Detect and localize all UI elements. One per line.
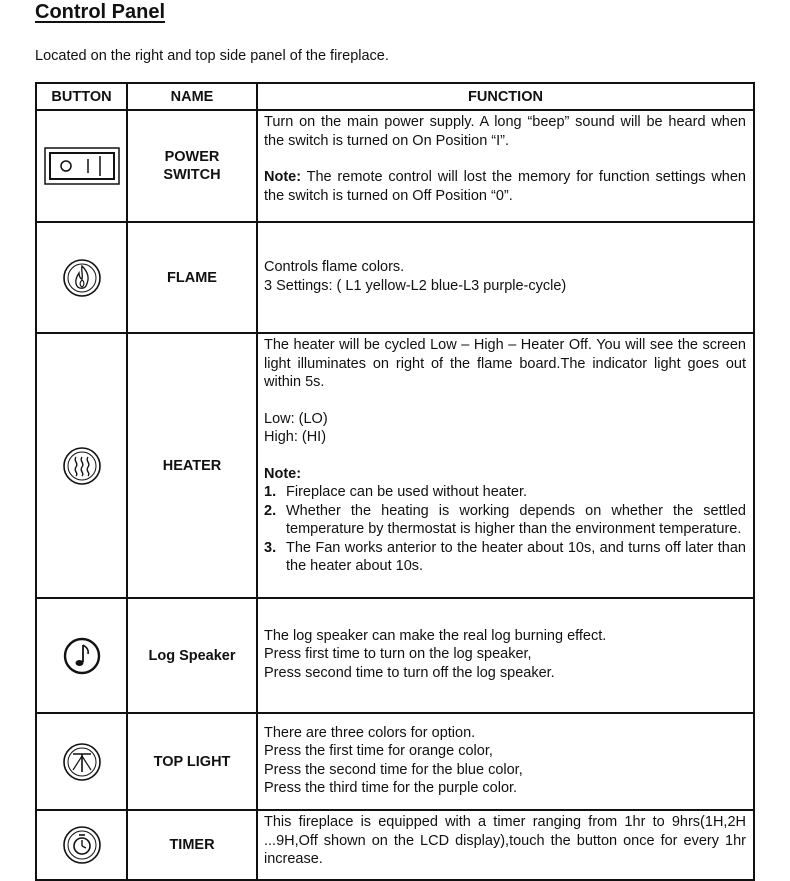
log-speaker-line3: Press second time to turn off the log speaker. — [264, 664, 555, 681]
heat-waves-icon — [62, 457, 102, 474]
power-switch-description: Turn on the main power supply. A long “beep” sound will be heard when the switch is turned on On Position “I”. — [264, 114, 746, 149]
list-text: The Fan works anterior to the heater about 10s, and turns off later than the heater about 10s. — [286, 539, 746, 574]
flame-line2: 3 Settings: ( L1 yellow-L2 blue-L3 purple-cycle) — [264, 277, 567, 294]
timer-icon — [62, 836, 102, 853]
table-row-heater — [36, 333, 754, 598]
note-label: Note: — [264, 169, 302, 185]
log-speaker-name: Log Speaker — [148, 647, 236, 664]
heater-name: HEATER — [162, 457, 222, 474]
function-cell — [257, 110, 754, 222]
list-item — [264, 539, 746, 576]
list-number: 2. — [264, 502, 277, 519]
table-row-power-switch — [36, 110, 754, 222]
top-light-line2: Press the first time for orange color, — [264, 743, 493, 759]
heater-low: Low: (LO) — [264, 410, 328, 427]
flame-line1: Controls flame colors. — [264, 259, 405, 275]
table-row-flame — [36, 222, 754, 333]
list-number: 3. — [264, 539, 277, 556]
rocker-switch-icon — [44, 157, 120, 174]
music-note-icon — [62, 647, 102, 664]
button-cell — [36, 222, 127, 333]
log-speaker-line2: Press first time to turn on the log speaker, — [264, 646, 532, 663]
lamp-icon — [62, 753, 102, 770]
power-switch-name-line2: SWITCH — [163, 167, 221, 183]
power-switch-note — [264, 168, 746, 205]
power-switch-name-line1: POWER — [164, 149, 220, 165]
button-cell — [36, 713, 127, 810]
name-cell — [127, 110, 257, 222]
list-text: Fireplace can be used without heater. — [286, 484, 528, 500]
button-cell — [36, 333, 127, 598]
list-text: Whether the heating is working depends on whether the settled temperature by thermostat is higher than the environment temperature. — [286, 502, 746, 537]
heater-description: The heater will be cycled Low – High – Heater Off. You will see the screen light illuminates on right of the flame board.The indicator light goes out within 5s. — [264, 337, 746, 390]
flame-name: FLAME — [167, 269, 217, 286]
heater-note-label: Note: — [264, 465, 302, 482]
table-row-top-light — [36, 713, 754, 810]
table-header-row — [36, 83, 754, 110]
name-cell — [127, 598, 257, 713]
note-text: The remote control will lost the memory for function settings when the switch is turned on Off Position “0”. — [264, 169, 746, 204]
list-item — [264, 483, 746, 502]
name-cell — [127, 713, 257, 810]
timer-description: This fireplace is equipped with a timer ranging from 1hr to 9hrs(1H,2H ...9H,Off shown on the LCD display),touch the button once for every 1hr increase. — [264, 814, 746, 867]
list-number: 1. — [264, 484, 277, 500]
button-cell — [36, 110, 127, 222]
button-cell — [36, 598, 127, 713]
control-panel-table — [35, 82, 755, 881]
log-speaker-line1: The log speaker can make the real log burning effect. — [264, 627, 607, 644]
name-cell — [127, 333, 257, 598]
timer-name: TIMER — [169, 837, 215, 853]
page-title: Control Panel — [35, 1, 166, 23]
header-name: NAME — [127, 83, 257, 110]
top-light-line1: There are three colors for option. — [264, 724, 476, 741]
heater-high: High: (HI) — [264, 429, 327, 445]
page-subtitle: Located on the right and top side panel of the fireplace. — [35, 48, 389, 64]
function-cell — [257, 333, 754, 598]
top-light-line3: Press the second time for the blue color, — [264, 761, 523, 778]
flame-icon — [62, 269, 102, 286]
header-function: FUNCTION — [257, 83, 754, 110]
heater-notes-list — [264, 483, 746, 576]
function-cell — [257, 222, 754, 333]
function-cell — [257, 713, 754, 810]
table-row-log-speaker — [36, 598, 754, 713]
header-button: BUTTON — [36, 83, 127, 110]
top-light-line4: Press the third time for the purple color. — [264, 780, 518, 796]
top-light-name: TOP LIGHT — [153, 753, 231, 770]
list-item — [264, 502, 746, 539]
name-cell — [127, 222, 257, 333]
function-cell — [257, 598, 754, 713]
